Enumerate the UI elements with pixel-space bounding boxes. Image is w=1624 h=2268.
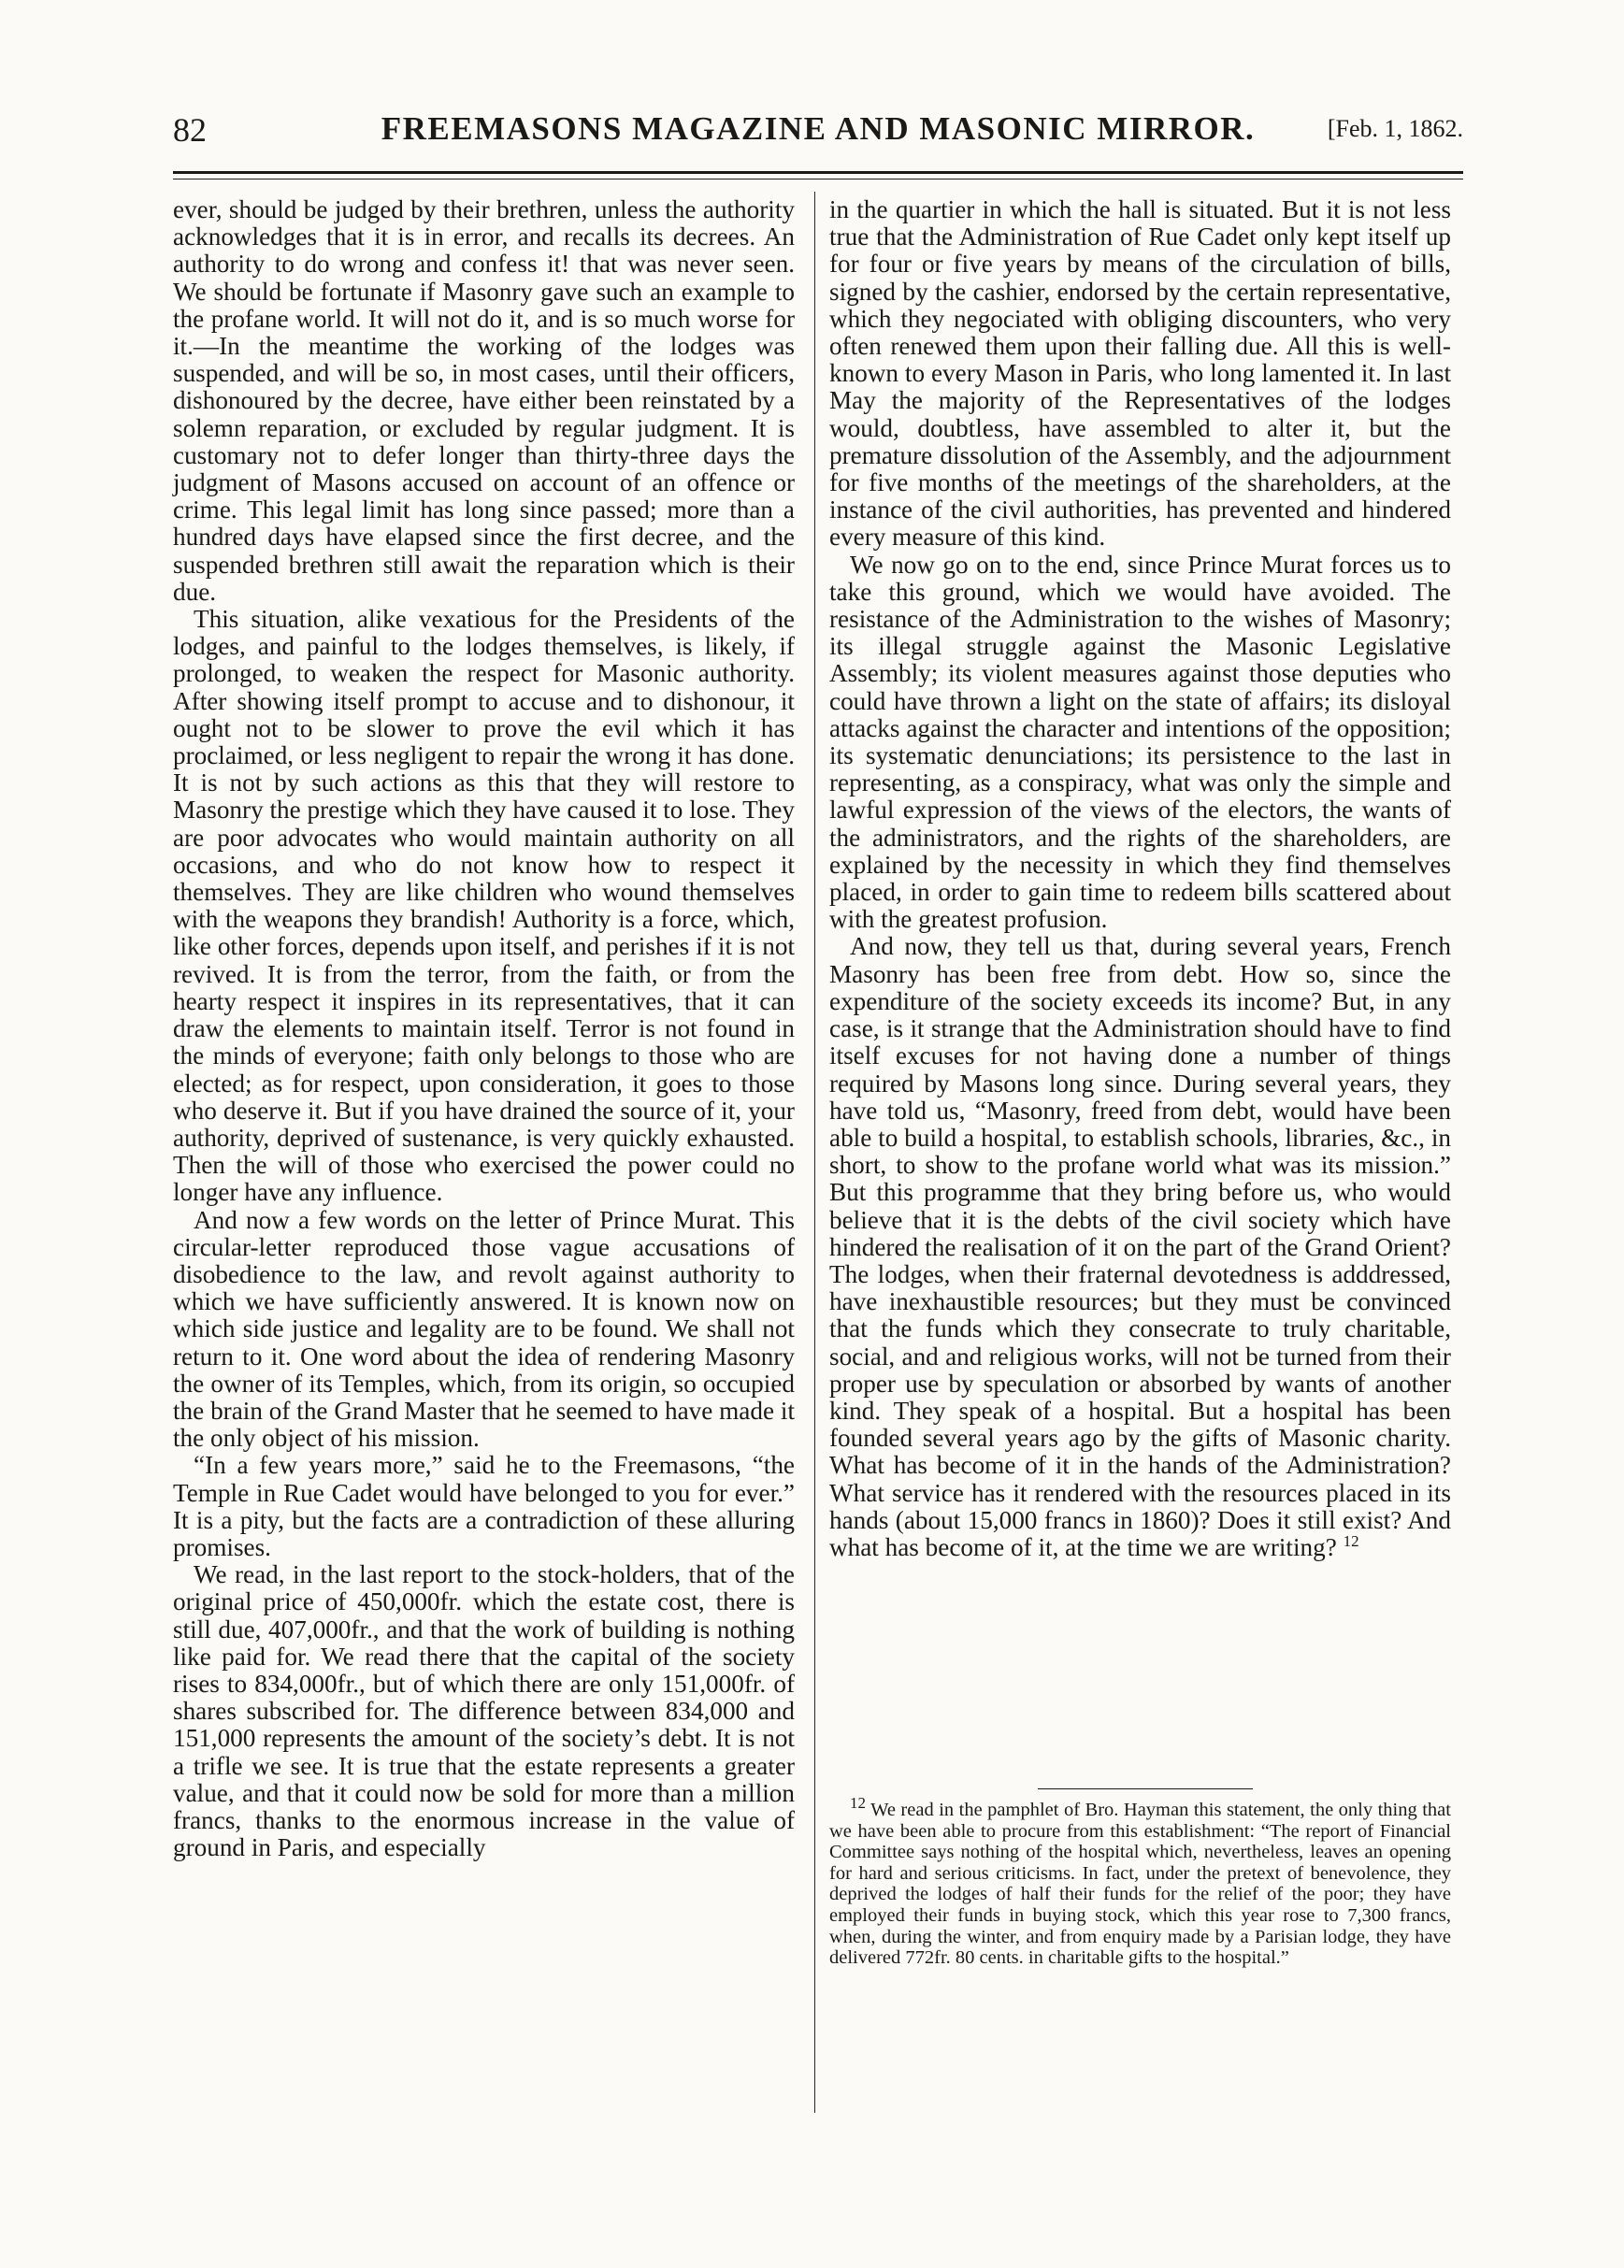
right-column (829, 196, 1451, 1561)
left-paragraph-2: This situation, alike vexatious for the Presidents of the lodges, and painful to the lodges themselves, is likely, if prolonged, to weaken the respect for Masonic authority. After showing itself prompt to accuse and to dishonour, it ought not to be slower to prove the evil which it has proclaimed, or less negligent to repair the wrong it has done. It is not by such actions as this that they will restore to Masonry the prestige which they have caused it to lose. They are poor advocates who would maintain authority on all occasions, and who do not know how to respect it themselves. They are like children who wound themselves with the weapons they brandish! Authority is a force, which, like other forces, depends upon itself, and perishes if it is not revived. It is from the terror, from the faith, or from the hearty respect it inspires in its representatives, that it can draw the elements to maintain itself. Terror is not found in the minds of everyone; faith only belongs to those who are elected; as for respect, upon consideration, it goes to those who deserve it. But if you have drained the source of it, your authority, deprived of sustenance, is very quickly exhausted. Then the will of those who exercised the power could no longer have any influence. (173, 605, 795, 1207)
issue-date: [Feb. 1, 1862. (1327, 115, 1463, 142)
left-column (173, 196, 795, 1861)
footnote-text: We read in the pamphlet of Bro. Hayman this statement, the only thing that we have been able to procure from this establishment: “The report of Financial Committee says nothing of the hospital which, nevertheless, leaves an opening for hard and serious criticisms. In fact, under the pretext of benevolence, they deprived the lodges of half their funds for the relief of the poor; they have employed their funds in buying stock, which this year rose to 7,300 francs, when, during the winter, and from enquiry made by a Parisian lodge, they have delivered 772fr. 80 cents. in charitable gifts to the hospital.” (829, 1800, 1451, 1969)
left-paragraph-3: And now a few words on the letter of Prince Murat. This circular-letter reproduced those vague accusations of disobedience to the law, and revolt against authority to which we have sufficiently answered. It is known now on which side justice and legality are to be found. We shall not return to it. One word about the idea of rendering Masonry the owner of its Temples, which, from its origin, so occupied the brain of the Grand Master that he seemed to have made it the only object of his mission. (173, 1205, 795, 1453)
header-rule-thick (173, 171, 1463, 174)
running-title: FREEMASONS MAGAZINE AND MASONIC MIRROR. (381, 110, 1256, 147)
right-paragraph-3-text: And now, they tell us that, during several years, French Masonry has been free from debt. How so, since the expenditure of the society exceeds its income? But, in any case, is it strange that the Administration should have to find itself excuses for not having done a number of things required by Masons long since. During several years, they have told us, “Masonry, freed from debt, would have been able to build a hospital, to establish schools, libraries, &c., in short, to show to the profane world what was its mission.” But this programme that they bring before us, who would believe that it is the debts of the civil society which have hindered the realisation of it on the part of the Grand Orient? The lodges, when their fraternal devotedness is adddressed, have inexhaustible resources; but they must be convinced that the funds which they consecrate to truly charitable, social, and and religious works, will not be turned from their proper use by speculation or absorbed by wants of another kind. They speak of a hospital. But a hospital has been founded several years ago by the gifts of Masonic charity. What has become of it in the hands of the Administration? What service has it rendered with the resources placed in its hands (about 15,000 francs in 1860)? Does it still exist? And what has become of it, at the time we are writing? (829, 932, 1451, 1561)
left-paragraph-1: ever, should be judged by their brethren, unless the authority acknowledges that it is in error, and recalls its decrees. An authority to do wrong and confess it! that was never seen. We should be fortunate if Masonry gave such an example to the profane world. It will not do it, and is so much worse for it.—In the meantime the working of the lodges was suspended, and will be so, in most cases, until their officers, dishonoured by the decree, have either been reinstated by a solemn reparation, or excluded by regular judgment. It is customary not to defer longer than thirty-three days the judgment of Masons accused on account of an offence or crime. This legal limit has long since passed; more than a hundred days have elapsed since the first decree, and the suspended brethren still await the reparation which is their due. (173, 195, 795, 606)
footnote (829, 1794, 1451, 1969)
right-paragraph-1: in the quartier in which the hall is situated. But it is not less true that the Administration of Rue Cadet only kept itself up for four or five years by means of the circulation of bills, signed by the cashier, endorsed by the certain representative, which they negociated with obliging discounters, who very often renewed them upon their falling due. All this is well-known to every Mason in Paris, who long lamented it. In last May the majority of the Representatives of the lodges would, doubtless, have assembled to alter it, but the premature dissolution of the Assembly, and the adjournment for five months of the meetings of the shareholders, at the instance of the civil authorities, has prevented and hindered every measure of this kind. (829, 195, 1451, 552)
right-paragraph-3 (829, 933, 1451, 1561)
footnote-rule (1038, 1788, 1253, 1789)
right-paragraph-2: We now go on to the end, since Prince Murat forces us to take this ground, which we would have avoided. The resistance of the Administration to the wishes of Masonry; its illegal struggle against the Masonic Legislative Assembly; its violent measures against those deputies who could have thrown a light on the state of affairs; its disloyal attacks against the character and intentions of the opposition; its systematic denunciations; its persistence to the last in representing, as a conspiracy, what was only the simple and lawful expression of the views of the electors, the wants of the administrators, and the rights of the shareholders, are explained by the necessity in which they find themselves placed, in order to gain time to redeem bills scattered about with the greatest profusion. (829, 550, 1451, 934)
footnote-reference: 12 (1343, 1531, 1359, 1550)
page-number: 82 (173, 111, 207, 149)
column-divider (814, 192, 815, 2113)
page-header (173, 110, 1463, 166)
left-paragraph-5: We read, in the last report to the stock-holders, that of the original price of 450,000fr. which the estate cost, there is still due, 407,000fr., and that the work of building is nothing like paid for. We read there that the capital of the society rises to 834,000fr., but of which there are only 151,000fr. of shares subscribed for. The difference between 834,000 and 151,000 represents the amount of the society’s debt. It is not a trifle we see. It is true that the estate represents a greater value, and that it could now be sold for more than a million francs, thanks to the enormous increase in the value of ground in Paris, and especially (173, 1560, 795, 1862)
footnote-marker: 12 (850, 1794, 866, 1813)
left-paragraph-4: “In a few years more,” said he to the Freemasons, “the Temple in Rue Cadet would have belonged to you for ever.” It is a pity, but the facts are a contradiction of these alluring promises. (173, 1451, 795, 1561)
